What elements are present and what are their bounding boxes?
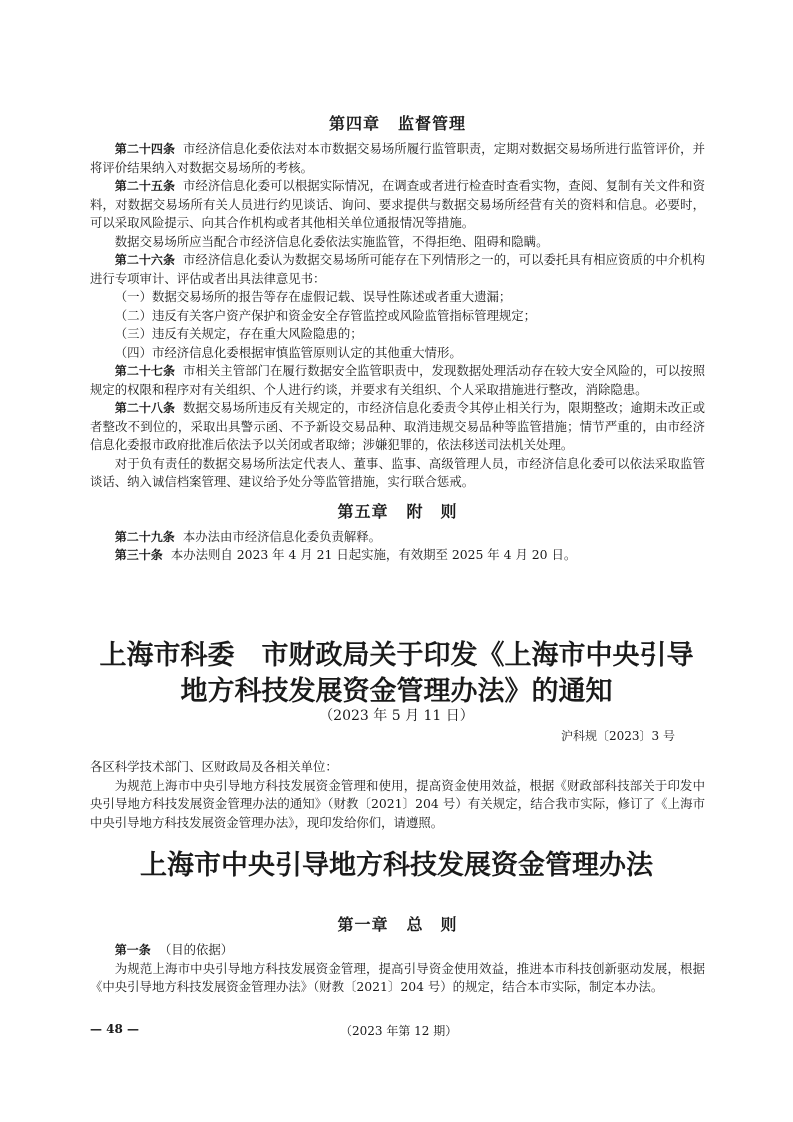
page-footer: [90, 1022, 705, 1036]
notice-paragraph: 为规范上海市中央引导地方科技发展资金管理和使用，提高资金使用效益，根据《财政部科技部关于印发中央引导地方科技发展资金管理办法的通知》（财教〔2021〕204 号）有关规定，结合我市实际，修订了《上海市中央引导地方科技发展资金管理办法》，现印发给你们，请遵照。: [90, 777, 705, 830]
notice-title: [60, 638, 733, 710]
chapter-4-section: [90, 112, 705, 565]
article-paragraph: [90, 325, 705, 344]
article-paragraph: [90, 362, 705, 399]
chapter-number: 第一章: [337, 915, 389, 934]
chapter-title: 监督管理: [398, 114, 467, 133]
article-text: 对于负有责任的数据交易场所法定代表人、董事、监事、高级管理人员，市经济信息化委可以依法采取监管谈话、纳入诚信档案管理、建议给予处分等监管措施，实行联合惩戒。: [90, 455, 705, 489]
article-text: 市经济信息化委认为数据交易场所可能存在下列情形之一的，可以委托具有相应资质的中介机构进行专项审计、评估或者出具法律意见书：: [90, 252, 705, 286]
page-number: — 48 —: [90, 1022, 140, 1036]
article-paragraph: [90, 307, 705, 326]
article-label: 第一条: [114, 943, 151, 957]
notice-date: （2023 年 5 月 11 日）: [319, 708, 474, 724]
chapter-title: 附 则: [406, 501, 458, 521]
article-text: 数据交易场所违反有关规定的，市经济信息化委责令其停止相关行为，限期整改；逾期未改正或者整改不到位的，采取出具警示函、不予新设交易品种、取消违规交易品种等监管措施；情节严重的，由市经济信息化委报市政府批准后依法予以关闭或者取缔；涉嫌犯罪的，依法移送司法机关处理。: [90, 400, 705, 452]
article-paragraph: [90, 251, 705, 288]
article-label: 第三十条: [114, 548, 163, 562]
article-label: 第二十九条: [114, 529, 175, 544]
article-text: 市经济信息化委依法对本市数据交易场所履行监管职责，定期对数据交易场所进行监管评价，并将评价结果纳入对数据交易场所的考核。: [90, 141, 705, 175]
chapter-1-heading: [90, 913, 705, 937]
article-paragraph: [90, 140, 705, 177]
article-1-text: 为规范上海市中央引导地方科技发展资金管理，提高引导资金使用效益，推进本市科技创新驱动发展，根据《中央引导地方科技发展资金管理办法》（财教〔2021〕204 号）的规定，结合本市实际，制定本办法。: [90, 960, 705, 994]
article-paragraph: [90, 546, 705, 565]
article-text: 数据交易场所应当配合市经济信息化委依法实施监管，不得拒绝、阻碍和隐瞒。: [114, 233, 549, 249]
measures-title: 上海市中央引导地方科技发展资金管理办法: [140, 850, 653, 881]
article-paragraph: [90, 233, 705, 252]
issue-label: （2023 年第 12 期）: [340, 1024, 458, 1038]
article-label: 第二十五条: [114, 179, 175, 193]
article-text: 本办法则自 2023 年 4 月 21 日起实施，有效期至 2025 年 4 月 20 日。: [170, 547, 577, 562]
article-paragraph: [90, 177, 705, 233]
article-paragraph: [90, 288, 705, 307]
measures-chapter-1: [90, 913, 705, 997]
article-label: 第二十六条: [114, 253, 175, 267]
chapter-4-heading: [90, 112, 705, 136]
article-label: 第二十八条: [114, 401, 175, 415]
notice-title-line-2: 地方科技发展资金管理办法》的通知: [180, 676, 613, 707]
article-1-heading: [90, 941, 705, 960]
document-number: 沪科规〔2023〕3 号: [561, 729, 675, 743]
chapter-number: 第四章: [328, 114, 380, 133]
article-text: （三）违反有关规定，存在重大风险隐患的；: [114, 326, 363, 341]
chapter-number: 第五章: [337, 501, 389, 521]
article-label: 第二十四条: [114, 142, 175, 156]
article-label: 第二十七条: [114, 364, 175, 378]
article-text: 市经济信息化委可以根据实际情况，在调查或者进行检查时查看实物，查阅、复制有关文件和资料，对数据交易场所有关人员进行约见谈话、询问、要求提供与数据交易场所经营有关的资料和信息。必要时，可以采取风险提示、向其合作机构或者其他相关单位通报情况等措施。: [90, 178, 705, 230]
article-text: 本办法由市经济信息化委负责解释。: [182, 528, 382, 544]
article-paragraph: [90, 399, 705, 455]
article-text: 市相关主管部门在履行数据安全监管职责中，发现数据处理活动存在较大安全风险的，可以按照规定的权限和程序对有关组织、个人进行约谈，并要求有关组织、个人采取措施进行整改，消除隐患。: [90, 363, 705, 397]
article-text: （一）数据交易场所的报告等存在虚假记载、误导性陈述或者重大遗漏；: [114, 289, 512, 304]
article-paragraph: [90, 455, 705, 492]
article-text: （四）市经济信息化委根据审慎监管原则认定的其他重大情形。: [114, 344, 462, 360]
article-paragraph: [90, 344, 705, 363]
notice-body: [90, 758, 705, 832]
article-paragraph: [90, 528, 705, 547]
chapter-title: 总 则: [406, 915, 458, 934]
chapter-5-heading: [90, 500, 705, 524]
article-heading: （目的依据）: [158, 942, 234, 957]
article-text: （二）违反有关客户资产保护和资金安全存管监控或风险监管指标管理规定；: [114, 307, 537, 323]
salutation: 各区科学技术部门、区财政局及各相关单位：: [90, 759, 338, 774]
notice-title-line-1: 上海市科委 市财政局关于印发《上海市中央引导: [99, 640, 694, 671]
